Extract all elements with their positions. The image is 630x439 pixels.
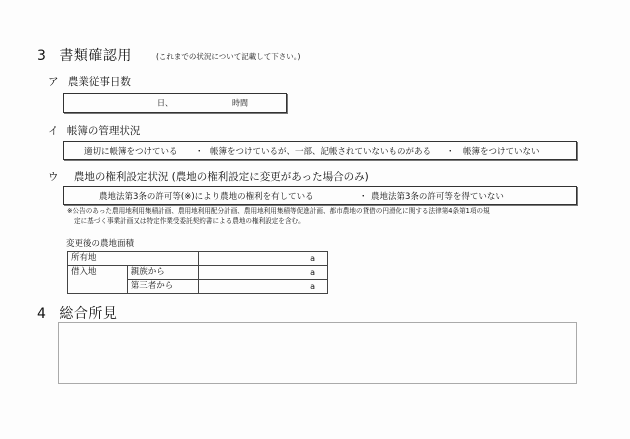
ledger-option-partial[interactable]: 帳簿をつけているが、一部、記帳されていないものがある <box>210 146 432 157</box>
farming-days-marker: ア <box>48 76 59 88</box>
area-label-owned: 所有地 <box>68 252 199 266</box>
area-table <box>67 251 328 294</box>
days-unit: 日、 <box>157 98 173 108</box>
rights-separator: ・ <box>359 191 368 202</box>
farming-days-title: 農業従事日数 <box>67 76 131 88</box>
ledger-heading <box>48 123 140 138</box>
area-unit: a <box>310 254 315 263</box>
section3-title: 書類確認用 <box>59 48 132 64</box>
table-row <box>68 266 328 280</box>
area-sub-third-party: 第三者から <box>127 280 198 294</box>
ledger-options-box <box>63 141 577 160</box>
area-unit: a <box>310 268 315 277</box>
area-value-third-party[interactable] <box>198 280 327 294</box>
section3-heading <box>37 45 132 65</box>
section3-note: (これまでの状況について記載して下さい。) <box>156 52 301 61</box>
ledger-title: 帳簿の管理状況 <box>66 125 141 137</box>
ledger-separator-1: ・ <box>195 146 204 157</box>
rights-heading <box>48 169 369 184</box>
farming-days-box[interactable] <box>63 93 287 113</box>
ledger-option-proper[interactable]: 適切に帳簿をつけている <box>84 146 178 157</box>
rights-footnote-line1: ※公告のあった農用地利用集積計画、農用地利用配分計画、農用地利用集積等促進計画、都市農地の貸借の円滑化に関する法律第4条第1項の規 <box>67 207 490 215</box>
rights-footnote-line2: 定に基づく事業計画又は特定作業受委託契約書による農地の権利設定を含む。 <box>74 217 305 225</box>
farming-days-heading <box>48 74 131 89</box>
ledger-separator-2: ・ <box>446 146 455 157</box>
rights-options-box <box>63 186 577 205</box>
ledger-option-none[interactable]: 帳簿をつけていない <box>463 146 540 157</box>
section4-number: 4 <box>37 306 47 322</box>
area-unit: a <box>310 282 315 291</box>
area-sub-relatives: 親族から <box>127 266 198 280</box>
rights-title: 農地の権利設定状況 (農地の権利設定に変更があった場合のみ) <box>73 171 369 183</box>
area-table-title: 変更後の農地面積 <box>66 239 135 249</box>
area-label-leased: 借入地 <box>68 266 128 294</box>
area-value-relatives[interactable] <box>198 266 327 280</box>
section4-heading <box>37 303 117 323</box>
rights-option-permitted[interactable]: 農地法第3条の許可等(※)により農地の権利を有している <box>99 191 314 202</box>
rights-footnote <box>67 206 490 226</box>
ledger-marker: イ <box>48 125 59 137</box>
section4-title: 総合所見 <box>59 306 118 322</box>
rights-option-not-permitted[interactable]: 農地法第3条の許可等を得ていない <box>371 191 504 202</box>
section3-number: 3 <box>37 48 47 64</box>
overall-opinion-field[interactable] <box>58 322 577 384</box>
rights-marker: ウ <box>48 171 59 183</box>
hours-unit: 時間 <box>232 98 248 108</box>
table-row <box>68 252 328 266</box>
area-value-owned[interactable] <box>198 252 327 266</box>
